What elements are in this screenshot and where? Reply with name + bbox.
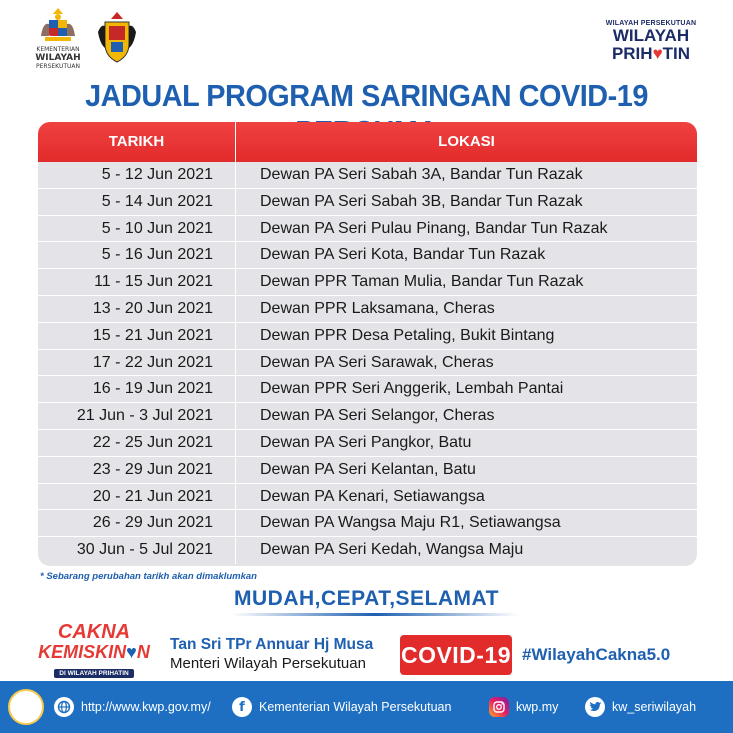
cell-location: Dewan PA Seri Sabah 3A, Bandar Tun Razak	[260, 166, 583, 183]
cell-location: Dewan PA Seri Kedah, Wangsa Maju	[260, 541, 524, 559]
cell-location: Dewan PA Seri Selangor, Cheras	[260, 407, 495, 425]
cell-date: 5 - 10 Jun 2021	[38, 216, 236, 242]
footer-bar	[0, 681, 733, 733]
cell-date: 5 - 14 Jun 2021	[38, 189, 236, 215]
kwp-logo-text-2: WILAYAH	[35, 53, 81, 63]
cell-location: Dewan PA Seri Sabah 3B, Bandar Tun Razak	[260, 192, 583, 210]
page-title: JADUAL PROGRAM SARINGAN COVID-19	[85, 78, 648, 113]
minister-name: Tan Sri TPr Annuar Hj Musa	[170, 636, 374, 653]
covid-badge: COVID-19	[400, 635, 512, 675]
cell-location: Dewan PA Wangsa Maju R1, Setiawangsa	[260, 514, 561, 532]
dbkl-crest-icon	[96, 10, 138, 66]
cell-date: 5 - 16 Jun 2021	[38, 242, 236, 268]
brand-prihatin-a: PRIH	[611, 44, 653, 63]
cakna-kemiskinan	[22, 642, 166, 662]
slogan-underline	[232, 613, 518, 616]
cell-date: 30 Jun - 5 Jul 2021	[38, 537, 236, 564]
footer-twitter[interactable]	[585, 681, 696, 733]
table-row	[38, 430, 697, 457]
cakna-kemiskinan-b: N	[136, 642, 150, 662]
brand-wilayah: WILAYAH	[612, 26, 690, 45]
cakna-title: CAKNA	[57, 621, 131, 643]
table-row	[38, 189, 697, 216]
table-row	[38, 537, 697, 564]
kwp-logo	[28, 6, 88, 74]
cell-location: Dewan PPR Seri Anggerik, Lembah Pantai	[260, 380, 564, 398]
facebook-icon: f	[232, 697, 252, 717]
footer-website[interactable]	[54, 681, 211, 733]
brand-subtitle: WILAYAH PERSEKUTUAN	[605, 20, 697, 27]
cell-location: Dewan PA Seri Sarawak, Cheras	[260, 353, 494, 371]
table-row	[38, 323, 697, 350]
brand-prihatin-b: TIN	[662, 44, 691, 63]
column-header-date: TARIKH	[38, 122, 236, 162]
kwp-logo-text-3: PERSEKUTUAN	[36, 63, 80, 70]
slogan: MUDAH,CEPAT,SELAMAT	[234, 587, 499, 610]
cell-date: 17 - 22 Jun 2021	[38, 350, 236, 376]
table-header	[38, 122, 697, 162]
kwp-logo-text-1: KEMENTERIAN	[36, 46, 80, 53]
table-row	[38, 296, 697, 323]
footnote: * Sebarang perubahan tarikh akan dimaklumkan	[40, 571, 257, 582]
cell-location: Dewan PA Seri Kelantan, Batu	[260, 460, 476, 478]
footer-facebook[interactable]	[232, 681, 451, 733]
cell-location: Dewan PA Seri Pangkor, Batu	[260, 433, 472, 451]
table-row	[38, 403, 697, 430]
table-row	[38, 216, 697, 243]
cell-location: Dewan PPR Laksamana, Cheras	[260, 299, 495, 317]
schedule-table	[38, 122, 697, 566]
table-row	[38, 269, 697, 296]
coat-of-arms-icon	[37, 6, 79, 46]
cell-location: Dewan PA Kenari, Setiawangsa	[260, 487, 485, 505]
table-row	[38, 242, 697, 269]
minister-position: Menteri Wilayah Persekutuan	[170, 655, 366, 672]
column-header-location: LOKASI	[438, 133, 495, 150]
table-body	[38, 162, 697, 564]
cell-date: 22 - 25 Jun 2021	[38, 430, 236, 456]
footer-instagram[interactable]	[489, 681, 558, 733]
cell-date: 13 - 20 Jun 2021	[38, 296, 236, 322]
cell-date: 5 - 12 Jun 2021	[38, 162, 236, 188]
cell-location: Dewan PA Seri Pulau Pinang, Bandar Tun Razak	[260, 219, 608, 237]
cakna-kemiskinan-a: KEMISKIN	[38, 642, 127, 662]
cakna-kemiskinan-logo	[22, 622, 166, 680]
facebook-link[interactable]: Kementerian Wilayah Persekutuan	[259, 700, 452, 714]
cell-date: 20 - 21 Jun 2021	[38, 484, 236, 510]
table-row	[38, 457, 697, 484]
cell-location: Dewan PA Seri Kota, Bandar Tun Razak	[260, 246, 546, 264]
cell-date: 16 - 19 Jun 2021	[38, 376, 236, 402]
cell-date: 26 - 29 Jun 2021	[38, 510, 236, 536]
table-row	[38, 510, 697, 537]
cell-date: 21 Jun - 3 Jul 2021	[38, 403, 236, 429]
hashtag: #WilayahCakna5.0	[522, 645, 671, 664]
cell-date: 23 - 29 Jun 2021	[38, 457, 236, 483]
website-link[interactable]: http://www.kwp.gov.my/	[81, 700, 211, 714]
header	[0, 0, 733, 80]
cakna-subtitle: DI WILAYAH PRIHATIN	[54, 669, 133, 678]
table-row	[38, 484, 697, 511]
twitter-link[interactable]: kw_seriwilayah	[612, 700, 697, 714]
mascot-avatar	[8, 689, 44, 725]
brand-prihatin	[599, 45, 703, 63]
wilayah-prihatin-logo	[599, 20, 703, 63]
table-row	[38, 162, 697, 189]
cell-location: Dewan PPR Taman Mulia, Bandar Tun Razak	[260, 273, 584, 291]
heart-icon: ♥	[652, 44, 663, 63]
heart-icon: ♥	[126, 642, 137, 662]
cell-date: 15 - 21 Jun 2021	[38, 323, 236, 349]
table-row	[38, 376, 697, 403]
minister-info	[170, 636, 392, 673]
instagram-link[interactable]: kwp.my	[516, 700, 559, 714]
cell-date: 11 - 15 Jun 2021	[38, 269, 236, 295]
cell-location: Dewan PPR Desa Petaling, Bukit Bintang	[260, 326, 555, 344]
table-row	[38, 350, 697, 377]
globe-icon	[54, 697, 74, 717]
twitter-icon	[585, 697, 605, 717]
instagram-icon	[489, 697, 509, 717]
